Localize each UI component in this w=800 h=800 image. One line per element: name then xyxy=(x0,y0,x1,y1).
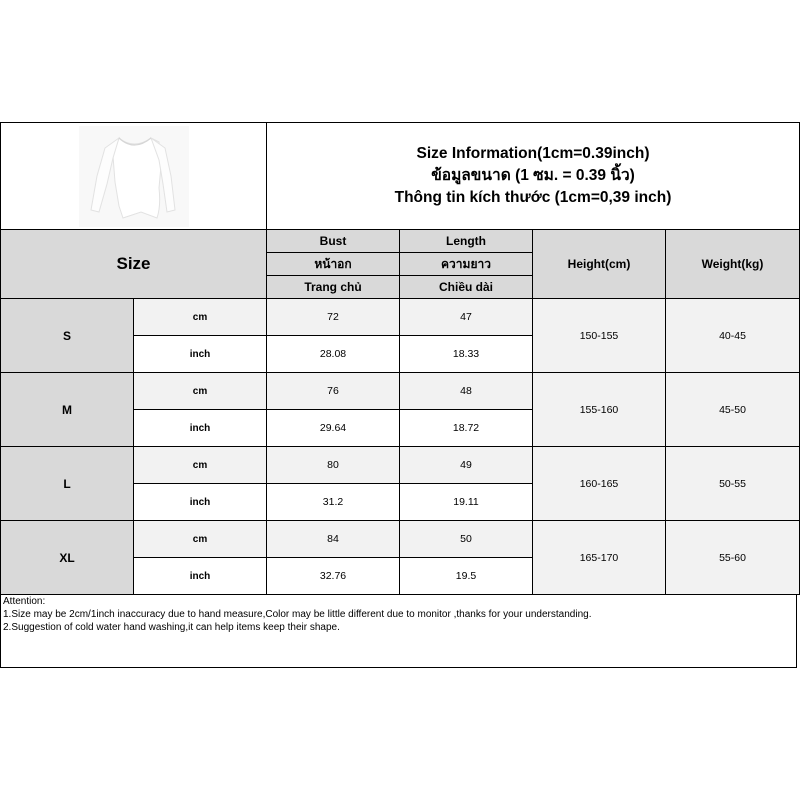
unit-inch: inch xyxy=(134,336,267,373)
length-inch: 18.33 xyxy=(400,336,533,373)
bust-inch: 29.64 xyxy=(267,410,400,447)
notes-heading: Attention: xyxy=(3,596,46,607)
size-chart xyxy=(0,122,800,668)
table-row xyxy=(1,299,800,336)
bust-header-en: Bust xyxy=(267,230,400,253)
length-inch: 18.72 xyxy=(400,410,533,447)
note-item: 1.Size may be 2cm/1inch inaccuracy due to hand measure,Color may be little different due to monitor ,thanks for your understanding. xyxy=(3,609,592,620)
height-header: Height(cm) xyxy=(533,230,666,299)
note-item: 2.Suggestion of cold water hand washing,it can help items keep their shape. xyxy=(3,622,340,633)
notes-box xyxy=(0,595,797,668)
product-photo-cell xyxy=(1,123,267,230)
height-range: 165-170 xyxy=(533,521,666,595)
size-table xyxy=(0,122,800,595)
unit-inch: inch xyxy=(134,410,267,447)
product-photo xyxy=(79,126,189,227)
weight-range: 50-55 xyxy=(666,447,800,521)
unit-cm: cm xyxy=(134,373,267,410)
length-cm: 50 xyxy=(400,521,533,558)
unit-cm: cm xyxy=(134,521,267,558)
unit-inch: inch xyxy=(134,558,267,595)
length-cm: 49 xyxy=(400,447,533,484)
bust-cm: 80 xyxy=(267,447,400,484)
weight-range: 45-50 xyxy=(666,373,800,447)
unit-inch: inch xyxy=(134,484,267,521)
size-m: M xyxy=(1,373,134,447)
bust-header-th: หน้าอก xyxy=(267,253,400,276)
length-inch: 19.11 xyxy=(400,484,533,521)
table-row xyxy=(1,373,800,410)
title-cell xyxy=(267,123,800,230)
weight-range: 55-60 xyxy=(666,521,800,595)
length-header-th: ความยาว xyxy=(400,253,533,276)
bust-inch: 32.76 xyxy=(267,558,400,595)
bust-inch: 28.08 xyxy=(267,336,400,373)
height-range: 160-165 xyxy=(533,447,666,521)
size-l: L xyxy=(1,447,134,521)
title-vietnamese: Thông tin kích thước (1cm=0,39 inch) xyxy=(394,189,672,206)
white-top-garment-icon xyxy=(79,126,189,227)
bust-cm: 76 xyxy=(267,373,400,410)
height-range: 155-160 xyxy=(533,373,666,447)
bust-inch: 31.2 xyxy=(267,484,400,521)
size-header: Size xyxy=(1,230,267,299)
table-row xyxy=(1,521,800,558)
unit-cm: cm xyxy=(134,447,267,484)
weight-range: 40-45 xyxy=(666,299,800,373)
length-cm: 48 xyxy=(400,373,533,410)
bust-header-vi: Trang chủ xyxy=(267,276,400,299)
length-header-en: Length xyxy=(400,230,533,253)
length-inch: 19.5 xyxy=(400,558,533,595)
size-xl: XL xyxy=(1,521,134,595)
title-english: Size Information(1cm=0.39inch) xyxy=(416,145,650,162)
bust-cm: 72 xyxy=(267,299,400,336)
height-range: 150-155 xyxy=(533,299,666,373)
table-row xyxy=(1,447,800,484)
length-header-vi: Chiều dài xyxy=(400,276,533,299)
unit-cm: cm xyxy=(134,299,267,336)
title-thai: ข้อมูลขนาด (1 ซม. = 0.39 นิ้ว) xyxy=(431,167,635,184)
bust-cm: 84 xyxy=(267,521,400,558)
length-cm: 47 xyxy=(400,299,533,336)
weight-header: Weight(kg) xyxy=(666,230,800,299)
size-s: S xyxy=(1,299,134,373)
